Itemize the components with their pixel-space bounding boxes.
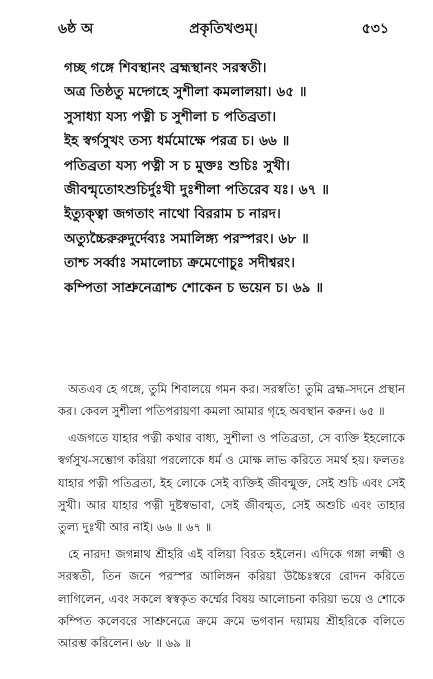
bengali-commentary — [58, 378, 405, 659]
verse-line: অত্যুচ্চৈরুরুদুর্দেব্যঃ সমালিঙ্গ্য পরস্পরং। ৬৮ ॥ — [64, 230, 309, 247]
page-number: ৫৩১ — [361, 21, 389, 37]
verse-line: ইহ স্বর্গসুখং তস্য ধর্মমোক্ষে পরত্র চ। ৬৬ ॥ — [64, 133, 290, 150]
verse-line: সুসাধ্যা যস্য পত্নী চ সুশীলা চ পতিব্রতা। — [64, 108, 277, 125]
verse-line: কম্পিতা সাশ্রুনেত্রাশ্চ শোকেন চ ভয়েন চ। ৬৯ ॥ — [64, 279, 324, 296]
commentary-paragraph: হে নারদ! জগন্নাথ শ্রীহরি এই বলিয়া বিরত হইলেন। এদিকে গঙ্গা লক্ষ্মী ও সরস্বতী, তিন জনে পরস্পর আলিঙ্গন করিয়া উচ্চৈঃস্বরে রোদন করিতে লাগিলেন, এবং সকলে স্বস্বকৃত কর্ম্মের বিষয় আলোচনা করিয়া ভয়ে ও শোকে কম্পিত কলেবরে সাশ্রুনেত্রে ক্রমে ক্রমে ভগবান দয়াময় শ্রীহরিকে বলিতে আরম্ভ করিলেন। ৬৮ ॥ ৬৯ ॥ — [58, 546, 405, 651]
commentary-paragraph: অতএব হে গঙ্গে, তুমি শিবালয়ে গমন কর। সরস্বতি! তুমি ব্রহ্ম-সদনে প্রস্থান কর। কেবল সুশীলা পতিপরায়ণা কমলা আমার গৃহে অবস্থান করুন। ৬৫ ॥ — [58, 382, 405, 419]
verse-line: পতিব্রতা যস্য পত্নী স চ মুক্তঃ শুচিঃ সুখী। — [64, 157, 291, 174]
verse-line: ইত্যুক্ত্বা জগতাং নাথো বিররাম চ নারদ। — [64, 206, 281, 223]
verse-line: তাশ্চ সর্ব্বাঃ সমালোচ্য ক্রমেণোচুঃ সদীশ্বরং। — [64, 255, 296, 272]
verse-line: গচ্ছ গঙ্গে শিবস্থানং ব্রহ্মস্থানং সরস্বতী। — [64, 60, 267, 76]
chapter-label: ৬ষ্ঠ অ — [58, 21, 94, 37]
commentary-paragraph: এজগতে যাহার পত্নী কথার বাধ্য, সুশীলা ও পতিব্রতা, সে ব্যক্তি ইহলোকে স্বর্গসুখ-সম্ভোগ করিয়া পরলোকে ধর্ম ও মোক্ষ লাভ করিতে সমর্থ হয়। ফলতঃ যাহার পত্নী পতিব্রতা, ইহ লোকে সেই ব্যক্তিই জীবন্মুক্ত, সেই শুচি এবং সেই সুখী। আর যাহার পত্নী দুষ্টস্বভাবা, সেই জীবন্মৃত, সেই অশুচি এবং তাহার তুল্য দুঃখী আর নাই। ৬৬ ॥ ৬৭ ॥ — [58, 430, 405, 535]
page-header — [58, 18, 389, 40]
verse-line: অত্র তিষ্ঠতু মদ্গেহে সুশীলা কমলালয়া। ৬৫ ॥ — [64, 84, 307, 101]
sanskrit-verses — [64, 56, 407, 300]
book-title: প্রকৃতিখণ্ডম্‌। — [189, 21, 258, 37]
verse-line: জীবন্মৃতোঽশুচির্দুঃখী দুঃশীলা পতিরেব যঃ। ৬৭ ॥ — [64, 181, 329, 198]
